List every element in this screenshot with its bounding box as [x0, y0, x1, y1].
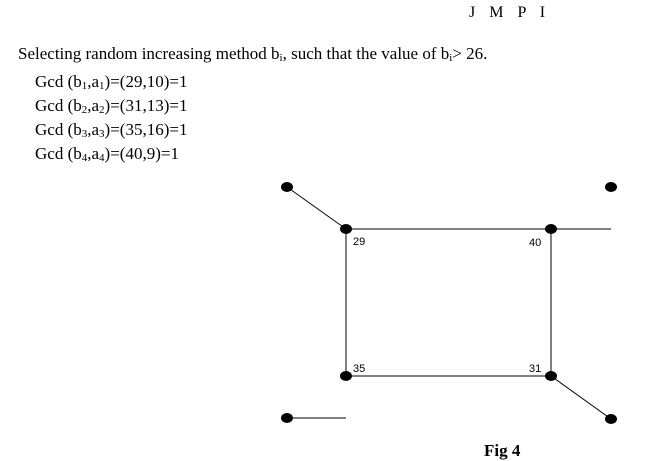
running-header: J M P I: [469, 4, 551, 21]
vertex-40: [545, 224, 557, 234]
vertex-label-40: 40: [529, 237, 542, 249]
gcd-prefix: Gcd (b: [35, 120, 82, 139]
intro-subscript-i-2: i: [449, 52, 453, 64]
gcd-a-subscript: 2: [99, 104, 105, 116]
edge-pendant-bottom-right: [551, 376, 611, 419]
edge-pendant-top-left: [287, 187, 346, 229]
gcd-a-subscript: 1: [99, 80, 105, 92]
vertex-pendant-bottom-right: [605, 414, 617, 424]
gcd-a-subscript: 3: [99, 128, 105, 140]
gcd-mid: ,a: [87, 72, 100, 91]
gcd-a-subscript: 4: [99, 152, 105, 164]
vertex-label-29: 29: [353, 236, 366, 248]
vertex-label-31: 31: [529, 363, 542, 375]
vertex-pendant-top-left: [281, 182, 293, 192]
gcd-prefix: Gcd (b: [35, 144, 82, 163]
intro-text-mid: , such that the value of b: [282, 44, 450, 63]
gcd-mid: ,a: [87, 144, 100, 163]
figure-caption: Fig 4: [484, 441, 521, 460]
gcd-suffix: )=(29,10)=1: [104, 72, 188, 91]
gcd-b-subscript: 3: [81, 128, 88, 140]
vertex-29: [340, 224, 352, 234]
gcd-suffix: )=(35,16)=1: [104, 120, 188, 139]
gcd-prefix: Gcd (b: [35, 72, 82, 91]
intro-subscript-i: i: [279, 52, 283, 64]
gcd-b-subscript: 4: [81, 152, 88, 164]
vertex-isolated-top-right: [605, 182, 617, 192]
gcd-mid: ,a: [87, 96, 100, 115]
gcd-b-subscript: 1: [81, 80, 88, 92]
gcd-mid: ,a: [87, 120, 100, 139]
intro-text-end: > 26.: [452, 44, 488, 63]
vertex-31: [545, 371, 557, 381]
vertex-label-35: 35: [353, 363, 366, 375]
gcd-prefix: Gcd (b: [35, 96, 82, 115]
vertex-35: [340, 371, 352, 381]
gcd-suffix: )=(40,9)=1: [104, 144, 179, 163]
gcd-b-subscript: 2: [81, 104, 88, 116]
gcd-suffix: )=(31,13)=1: [104, 96, 188, 115]
vertex-pendant-bottom-left: [281, 413, 293, 423]
intro-text-main: Selecting random increasing method b: [18, 44, 280, 63]
